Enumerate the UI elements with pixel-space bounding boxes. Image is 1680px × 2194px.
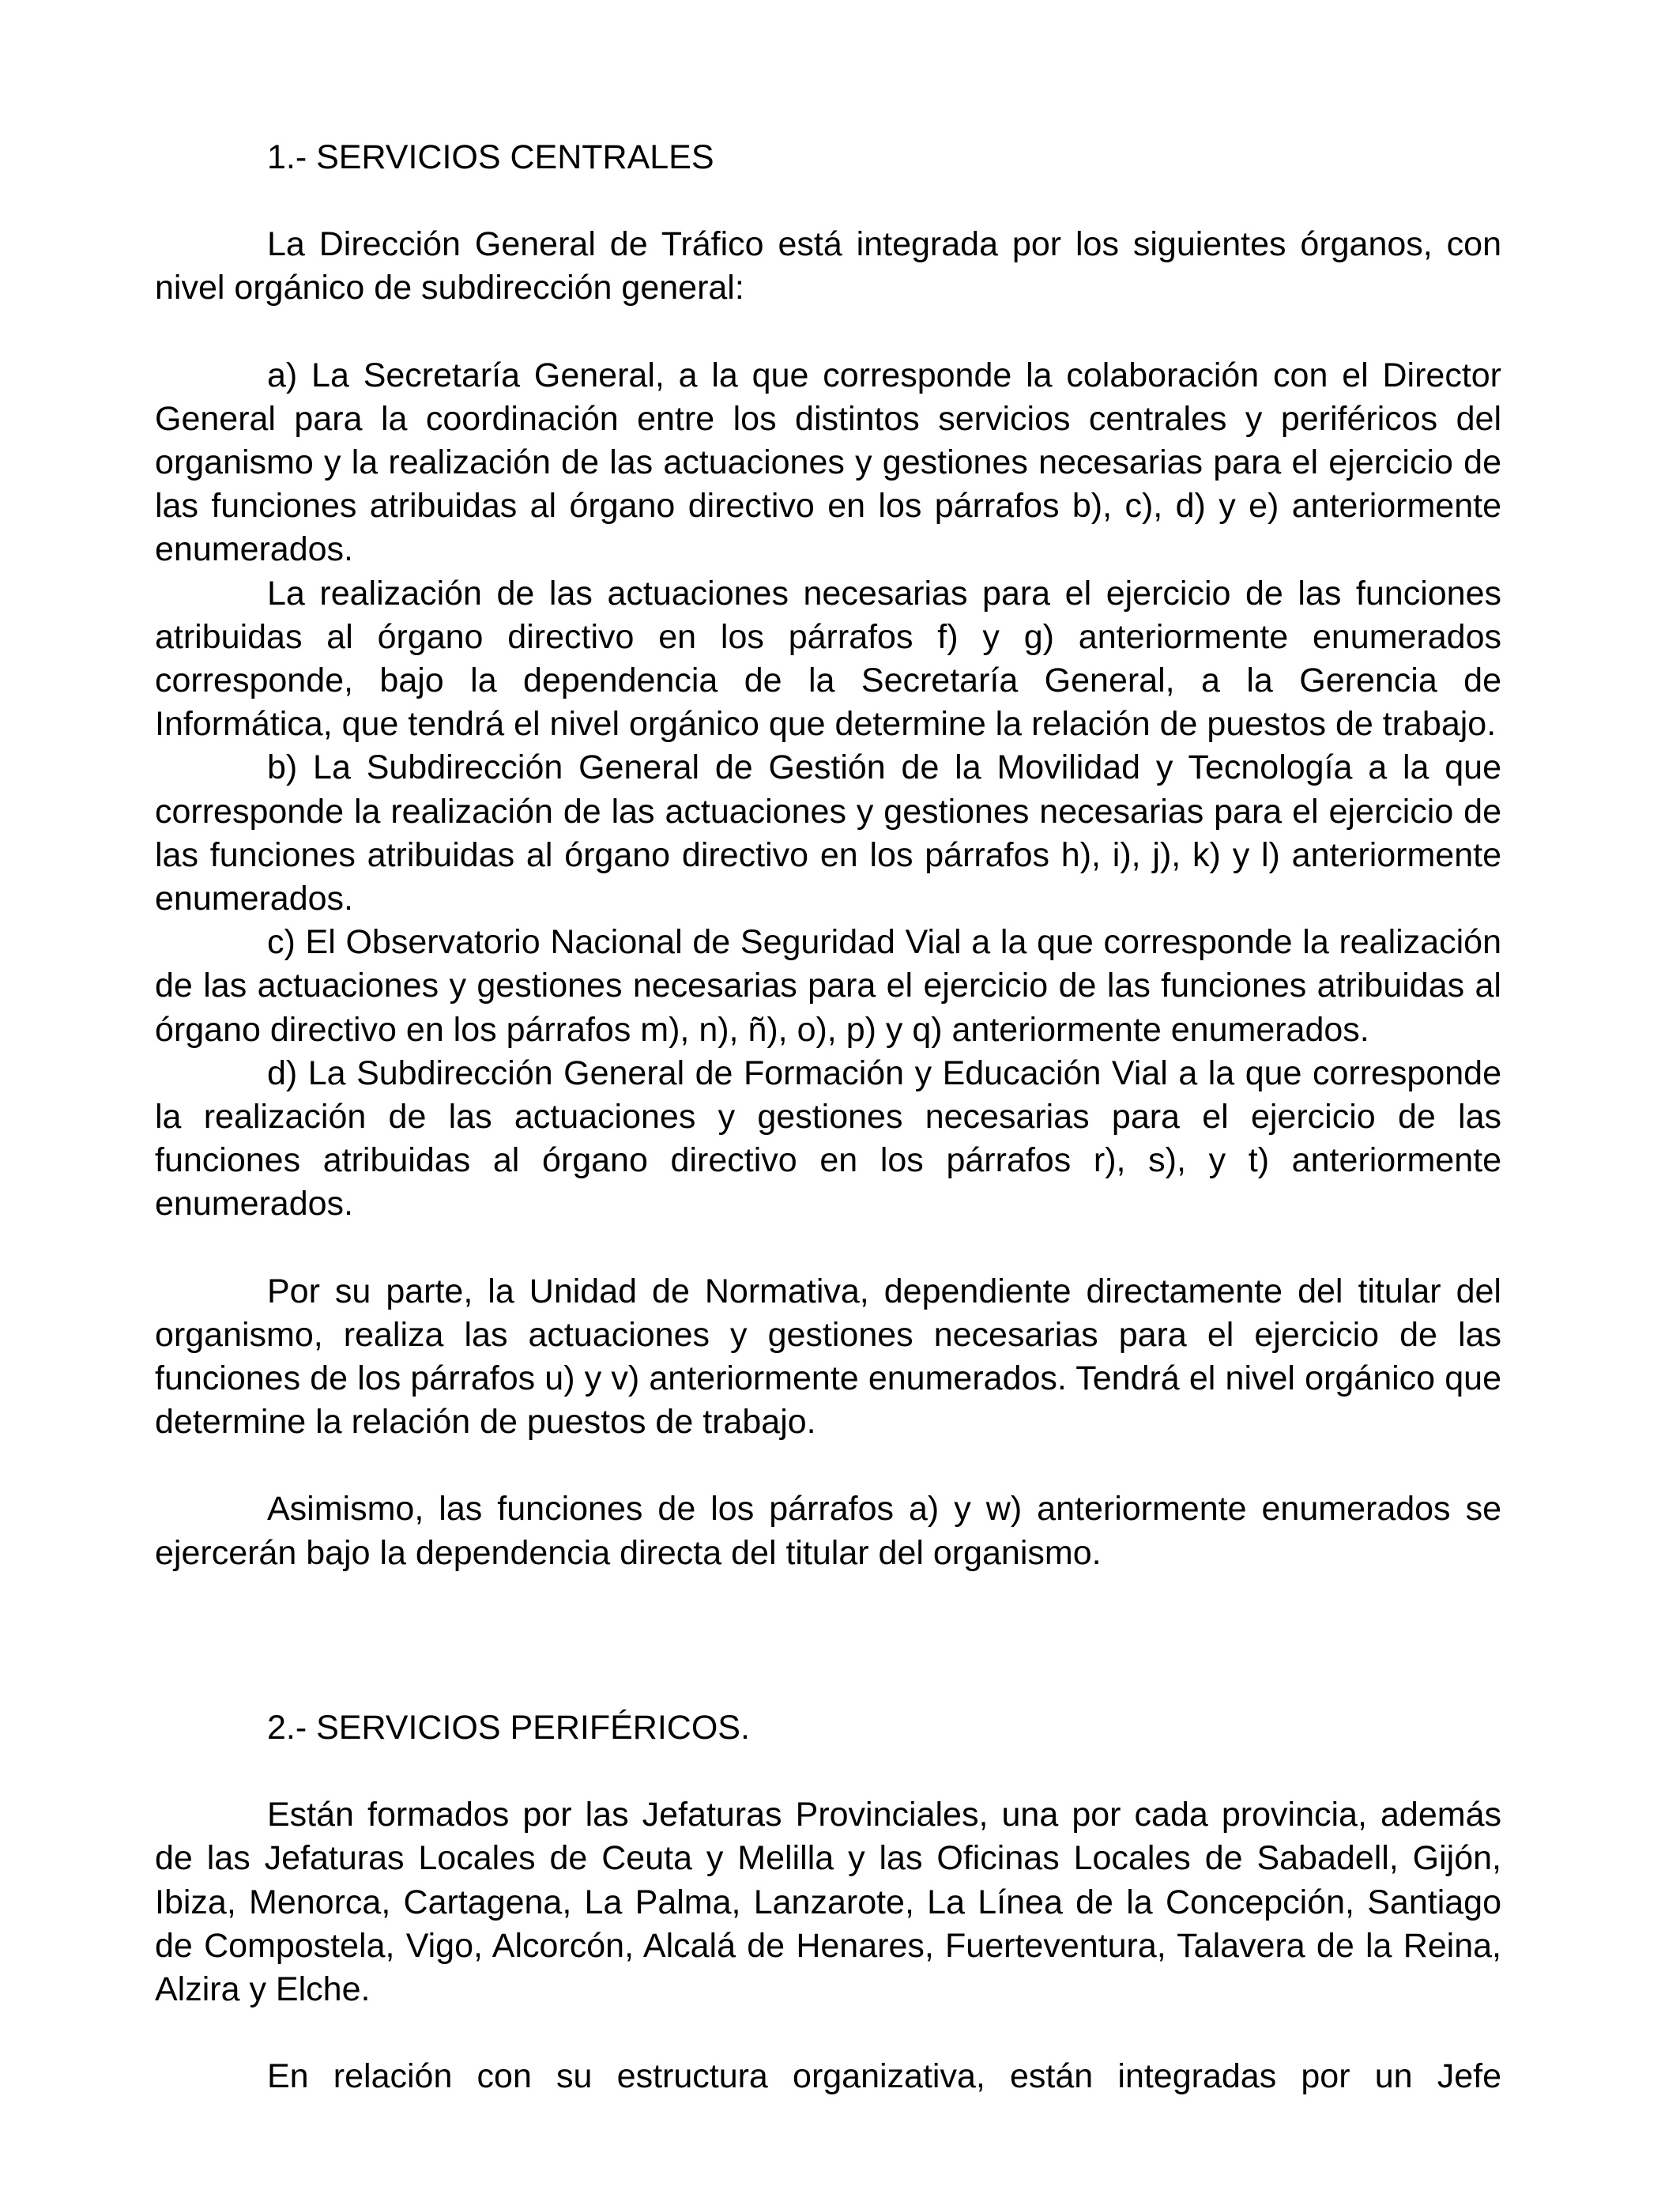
- item-c-paragraph: c) El Observatorio Nacional de Seguridad Vial a la que corresponde la realización de las actuaciones y gestiones necesarias para el ejercicio de las funciones atribuidas al órgano directivo en los párrafos m), n), ñ), o), p) y q) anteriormente enumerados.: [155, 923, 1501, 1049]
- normativa-paragraph: Por su parte, la Unidad de Normativa, dependiente directamente del titular del organismo, realiza las actuaciones y gestiones necesarias para el ejercicio de las funciones de los párrafos u) y v) anteriormente enumerados. Tendrá el nivel orgánico que determine la relación de puestos de trabajo.: [155, 1272, 1501, 1442]
- asimismo-paragraph: Asimismo, las funciones de los párrafos a) y w) anteriormente enumerados se ejercerán bajo la dependencia directa del titular del organismo.: [155, 1490, 1501, 1572]
- section1-heading: 1.- SERVICIOS CENTRALES: [267, 138, 714, 176]
- item-a-continuation-paragraph: La realización de las actuaciones necesarias para el ejercicio de las funciones atribuidas al órgano directivo en los párrafos f) y g) anteriormente enumerados corresponde, bajo la dependencia de la Secretaría General, a la Gerencia de Informática, que tendrá el nivel orgánico que determine la relación de puestos de trabajo.: [155, 574, 1501, 744]
- item-b-paragraph: b) La Subdirección General de Gestión de la Movilidad y Tecnología a la que corresponde la realización de las actuaciones y gestiones necesarias para el ejercicio de las funciones atribuidas al órgano directivo en los párrafos h), i), j), k) y l) anteriormente enumerados.: [155, 748, 1501, 918]
- section1-intro-paragraph: La Dirección General de Tráfico está integrada por los siguientes órganos, con nivel orgánico de subdirección general:: [155, 225, 1501, 307]
- section2-heading: 2.- SERVICIOS PERIFÉRICOS.: [267, 1708, 750, 1747]
- item-a-paragraph: a) La Secretaría General, a la que corresponde la colaboración con el Director General para la coordinación entre los distintos servicios centrales y periféricos del organismo y la realización de las actuaciones y gestiones necesarias para el ejercicio de las funciones atribuidas al órgano directivo en los párrafos b), c), d) y e) anteriormente enumerados.: [155, 356, 1501, 569]
- item-d-paragraph: d) La Subdirección General de Formación y Educación Vial a la que corresponde la realización de las actuaciones y gestiones necesarias para el ejercicio de las funciones atribuidas al órgano directivo en los párrafos r), s), y t) anteriormente enumerados.: [155, 1054, 1501, 1223]
- document-page: [155, 0, 1501, 2194]
- section2-intro-paragraph: Están formados por las Jefaturas Provinciales, una por cada provincia, además de las Jefaturas Locales de Ceuta y Melilla y las Oficinas Locales de Sabadell, Gijón, Ibiza, Menorca, Cartagena, La Palma, Lanzarote, La Línea de la Concepción, Santiago de Compostela, Vigo, Alcorcón, Alcalá de Henares, Fuerteventura, Talavera de la Reina, Alzira y Elche.: [155, 1796, 1501, 2008]
- section2-structure-paragraph: En relación con su estructura organizativa, están integradas por un Jefe: [267, 2057, 1501, 2096]
